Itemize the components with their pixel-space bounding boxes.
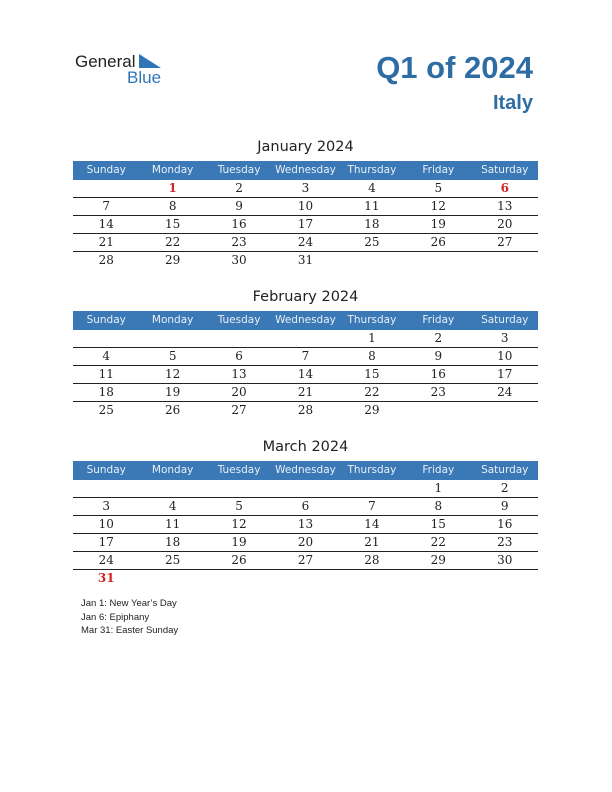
weekday-label: Saturday xyxy=(481,464,529,476)
day-cell: 22 xyxy=(364,385,380,399)
day-cell: 12 xyxy=(231,517,247,531)
weekday-label: Saturday xyxy=(481,164,529,176)
day-cell xyxy=(73,330,139,347)
day-cell: 21 xyxy=(297,385,314,399)
week-row xyxy=(73,216,538,234)
day-cell: 9 xyxy=(500,499,509,513)
weekday-label: Tuesday xyxy=(217,314,261,326)
day-cell: 16 xyxy=(231,217,247,231)
calendar-month-february xyxy=(73,287,538,419)
holiday-note: Jan 1: New Year’s Day xyxy=(81,598,177,609)
day-cell: 21 xyxy=(364,535,380,549)
day-cell: 29 xyxy=(364,403,380,417)
week-row xyxy=(73,498,538,516)
day-cell: 29 xyxy=(430,553,446,567)
week-row xyxy=(73,330,538,348)
day-cell: 13 xyxy=(297,517,314,531)
day-cell: 6 xyxy=(235,349,243,363)
day-cell: 3 xyxy=(500,331,509,345)
day-cell: 20 xyxy=(231,385,247,399)
day-cell: 1 xyxy=(434,481,443,495)
day-cell: 8 xyxy=(434,499,443,513)
day-cell: 14 xyxy=(98,217,114,231)
day-cell xyxy=(472,570,538,587)
weekday-label: Friday xyxy=(422,314,455,326)
week-row xyxy=(73,180,538,198)
day-cell: 18 xyxy=(364,217,380,231)
day-cell: 19 xyxy=(430,217,446,231)
page-title: Q1 of 2024 xyxy=(376,50,533,85)
day-cell: 8 xyxy=(168,199,177,213)
holiday-note: Jan 6: Epiphany xyxy=(81,611,150,623)
day-cell: 29 xyxy=(164,253,181,267)
day-cell xyxy=(472,402,538,419)
weekday-label: Saturday xyxy=(481,314,529,326)
day-cell: 6 xyxy=(301,499,310,513)
day-cell xyxy=(272,330,338,347)
weekday-label: Friday xyxy=(422,164,455,176)
weekday-label: Sunday xyxy=(86,164,126,176)
day-cell: 18 xyxy=(164,535,181,549)
calendar-month-january xyxy=(73,137,538,269)
day-cell: 1 xyxy=(168,181,177,195)
day-cell: 10 xyxy=(98,517,114,531)
day-cell: 16 xyxy=(497,517,513,531)
day-cell xyxy=(139,330,205,347)
month-title: January 2024 xyxy=(257,139,354,155)
day-cell: 28 xyxy=(364,553,380,567)
day-cell: 27 xyxy=(297,553,314,567)
day-cell xyxy=(139,480,205,497)
week-row xyxy=(73,234,538,252)
day-cell: 28 xyxy=(297,403,314,417)
day-cell: 24 xyxy=(98,553,114,567)
day-cell: 14 xyxy=(297,367,314,381)
week-row xyxy=(73,480,538,498)
day-cell: 30 xyxy=(497,553,513,567)
holiday-notes xyxy=(81,597,178,638)
day-cell: 16 xyxy=(430,367,446,381)
day-cell: 8 xyxy=(368,349,376,363)
week-row xyxy=(73,366,538,384)
day-cell: 2 xyxy=(235,181,243,195)
logo-word-general: General xyxy=(75,52,136,71)
day-cell: 4 xyxy=(168,499,177,513)
weekday-label: Wednesday xyxy=(275,314,336,326)
day-cell: 15 xyxy=(430,517,446,531)
day-cell: 25 xyxy=(164,553,181,567)
month-title: March 2024 xyxy=(262,439,349,455)
day-cell: 21 xyxy=(98,235,114,249)
day-cell: 5 xyxy=(168,349,177,363)
day-cell xyxy=(272,570,338,587)
day-cell xyxy=(405,402,471,419)
day-cell xyxy=(405,252,471,269)
day-cell: 10 xyxy=(297,199,314,213)
day-cell: 17 xyxy=(98,535,114,549)
day-cell: 12 xyxy=(164,367,181,381)
day-cell: 2 xyxy=(434,331,443,345)
weekday-label: Thursday xyxy=(347,464,397,476)
day-cell: 15 xyxy=(164,217,181,231)
day-cell: 13 xyxy=(231,367,247,381)
day-cell xyxy=(472,252,538,269)
country-label: Italy xyxy=(492,92,533,114)
day-cell: 5 xyxy=(235,499,243,513)
day-cell: 27 xyxy=(231,403,247,417)
day-cell: 3 xyxy=(102,499,111,513)
day-cell xyxy=(73,480,139,497)
day-cell: 20 xyxy=(297,535,314,549)
weekday-label: Sunday xyxy=(86,464,126,476)
month-title: February 2024 xyxy=(252,289,359,305)
day-cell: 15 xyxy=(364,367,380,381)
day-cell: 9 xyxy=(235,199,243,213)
weekday-header xyxy=(73,311,538,330)
weekday-label: Friday xyxy=(422,464,455,476)
day-cell: 9 xyxy=(434,349,443,363)
logo-word-blue: Blue xyxy=(127,68,162,87)
day-cell xyxy=(139,570,205,587)
day-cell: 7 xyxy=(301,349,310,363)
day-cell: 4 xyxy=(368,181,376,195)
day-cell: 22 xyxy=(430,535,446,549)
day-cell: 6 xyxy=(500,181,509,195)
day-cell: 3 xyxy=(301,181,310,195)
day-cell: 1 xyxy=(368,331,376,345)
day-cell: 7 xyxy=(102,199,111,213)
day-cell: 5 xyxy=(434,181,443,195)
day-cell: 10 xyxy=(497,349,513,363)
weekday-label: Tuesday xyxy=(217,164,261,176)
day-cell: 31 xyxy=(297,253,314,267)
day-cell xyxy=(206,330,272,347)
day-cell: 11 xyxy=(164,517,181,531)
day-cell: 25 xyxy=(364,235,380,249)
weekday-label: Thursday xyxy=(347,314,397,326)
week-row xyxy=(73,552,538,570)
day-cell: 25 xyxy=(98,403,114,417)
day-cell: 2 xyxy=(500,481,509,495)
day-cell xyxy=(405,570,471,587)
weekday-header xyxy=(73,461,538,480)
day-cell xyxy=(339,570,405,587)
day-cell: 31 xyxy=(97,571,115,585)
day-cell xyxy=(272,480,338,497)
logo-triangle-icon xyxy=(139,54,161,68)
day-cell: 19 xyxy=(231,535,247,549)
day-cell: 27 xyxy=(497,235,513,249)
weekday-label: Monday xyxy=(151,464,194,476)
day-cell: 11 xyxy=(98,367,114,381)
day-cell: 11 xyxy=(364,199,380,213)
day-cell: 4 xyxy=(102,349,111,363)
day-cell: 24 xyxy=(297,235,314,249)
week-row xyxy=(73,384,538,402)
week-row xyxy=(73,348,538,366)
weekday-label: Wednesday xyxy=(275,464,336,476)
week-row xyxy=(73,570,538,587)
week-row xyxy=(73,198,538,216)
day-cell: 26 xyxy=(164,403,181,417)
week-row xyxy=(73,534,538,552)
weekday-label: Tuesday xyxy=(217,464,261,476)
holiday-note: Mar 31: Easter Sunday xyxy=(81,625,179,636)
week-row xyxy=(73,252,538,269)
day-cell xyxy=(339,252,405,269)
day-cell: 22 xyxy=(164,235,181,249)
week-row xyxy=(73,402,538,419)
day-cell: 17 xyxy=(297,217,314,231)
generalblue-logo xyxy=(75,52,175,88)
calendar-month-march xyxy=(73,437,538,587)
day-cell: 13 xyxy=(497,199,513,213)
day-cell: 26 xyxy=(430,235,446,249)
day-cell: 24 xyxy=(497,385,513,399)
weekday-header xyxy=(73,161,538,180)
day-cell: 14 xyxy=(364,517,380,531)
day-cell: 18 xyxy=(98,385,114,399)
day-cell: 30 xyxy=(231,253,247,267)
day-cell: 12 xyxy=(430,199,446,213)
day-cell xyxy=(339,480,405,497)
day-cell: 20 xyxy=(497,217,513,231)
day-cell xyxy=(206,480,272,497)
weekday-label: Sunday xyxy=(86,314,126,326)
day-cell: 19 xyxy=(164,385,181,399)
weekday-label: Wednesday xyxy=(275,164,336,176)
day-cell: 7 xyxy=(368,499,376,513)
week-row xyxy=(73,516,538,534)
day-cell: 26 xyxy=(231,553,247,567)
day-cell xyxy=(73,180,139,197)
day-cell: 23 xyxy=(497,535,513,549)
day-cell: 23 xyxy=(430,385,446,399)
weekday-label: Thursday xyxy=(347,164,397,176)
weekday-label: Monday xyxy=(151,164,194,176)
day-cell: 28 xyxy=(98,253,114,267)
day-cell: 17 xyxy=(497,367,513,381)
day-cell xyxy=(206,570,272,587)
weekday-label: Monday xyxy=(151,314,194,326)
day-cell: 23 xyxy=(231,235,247,249)
